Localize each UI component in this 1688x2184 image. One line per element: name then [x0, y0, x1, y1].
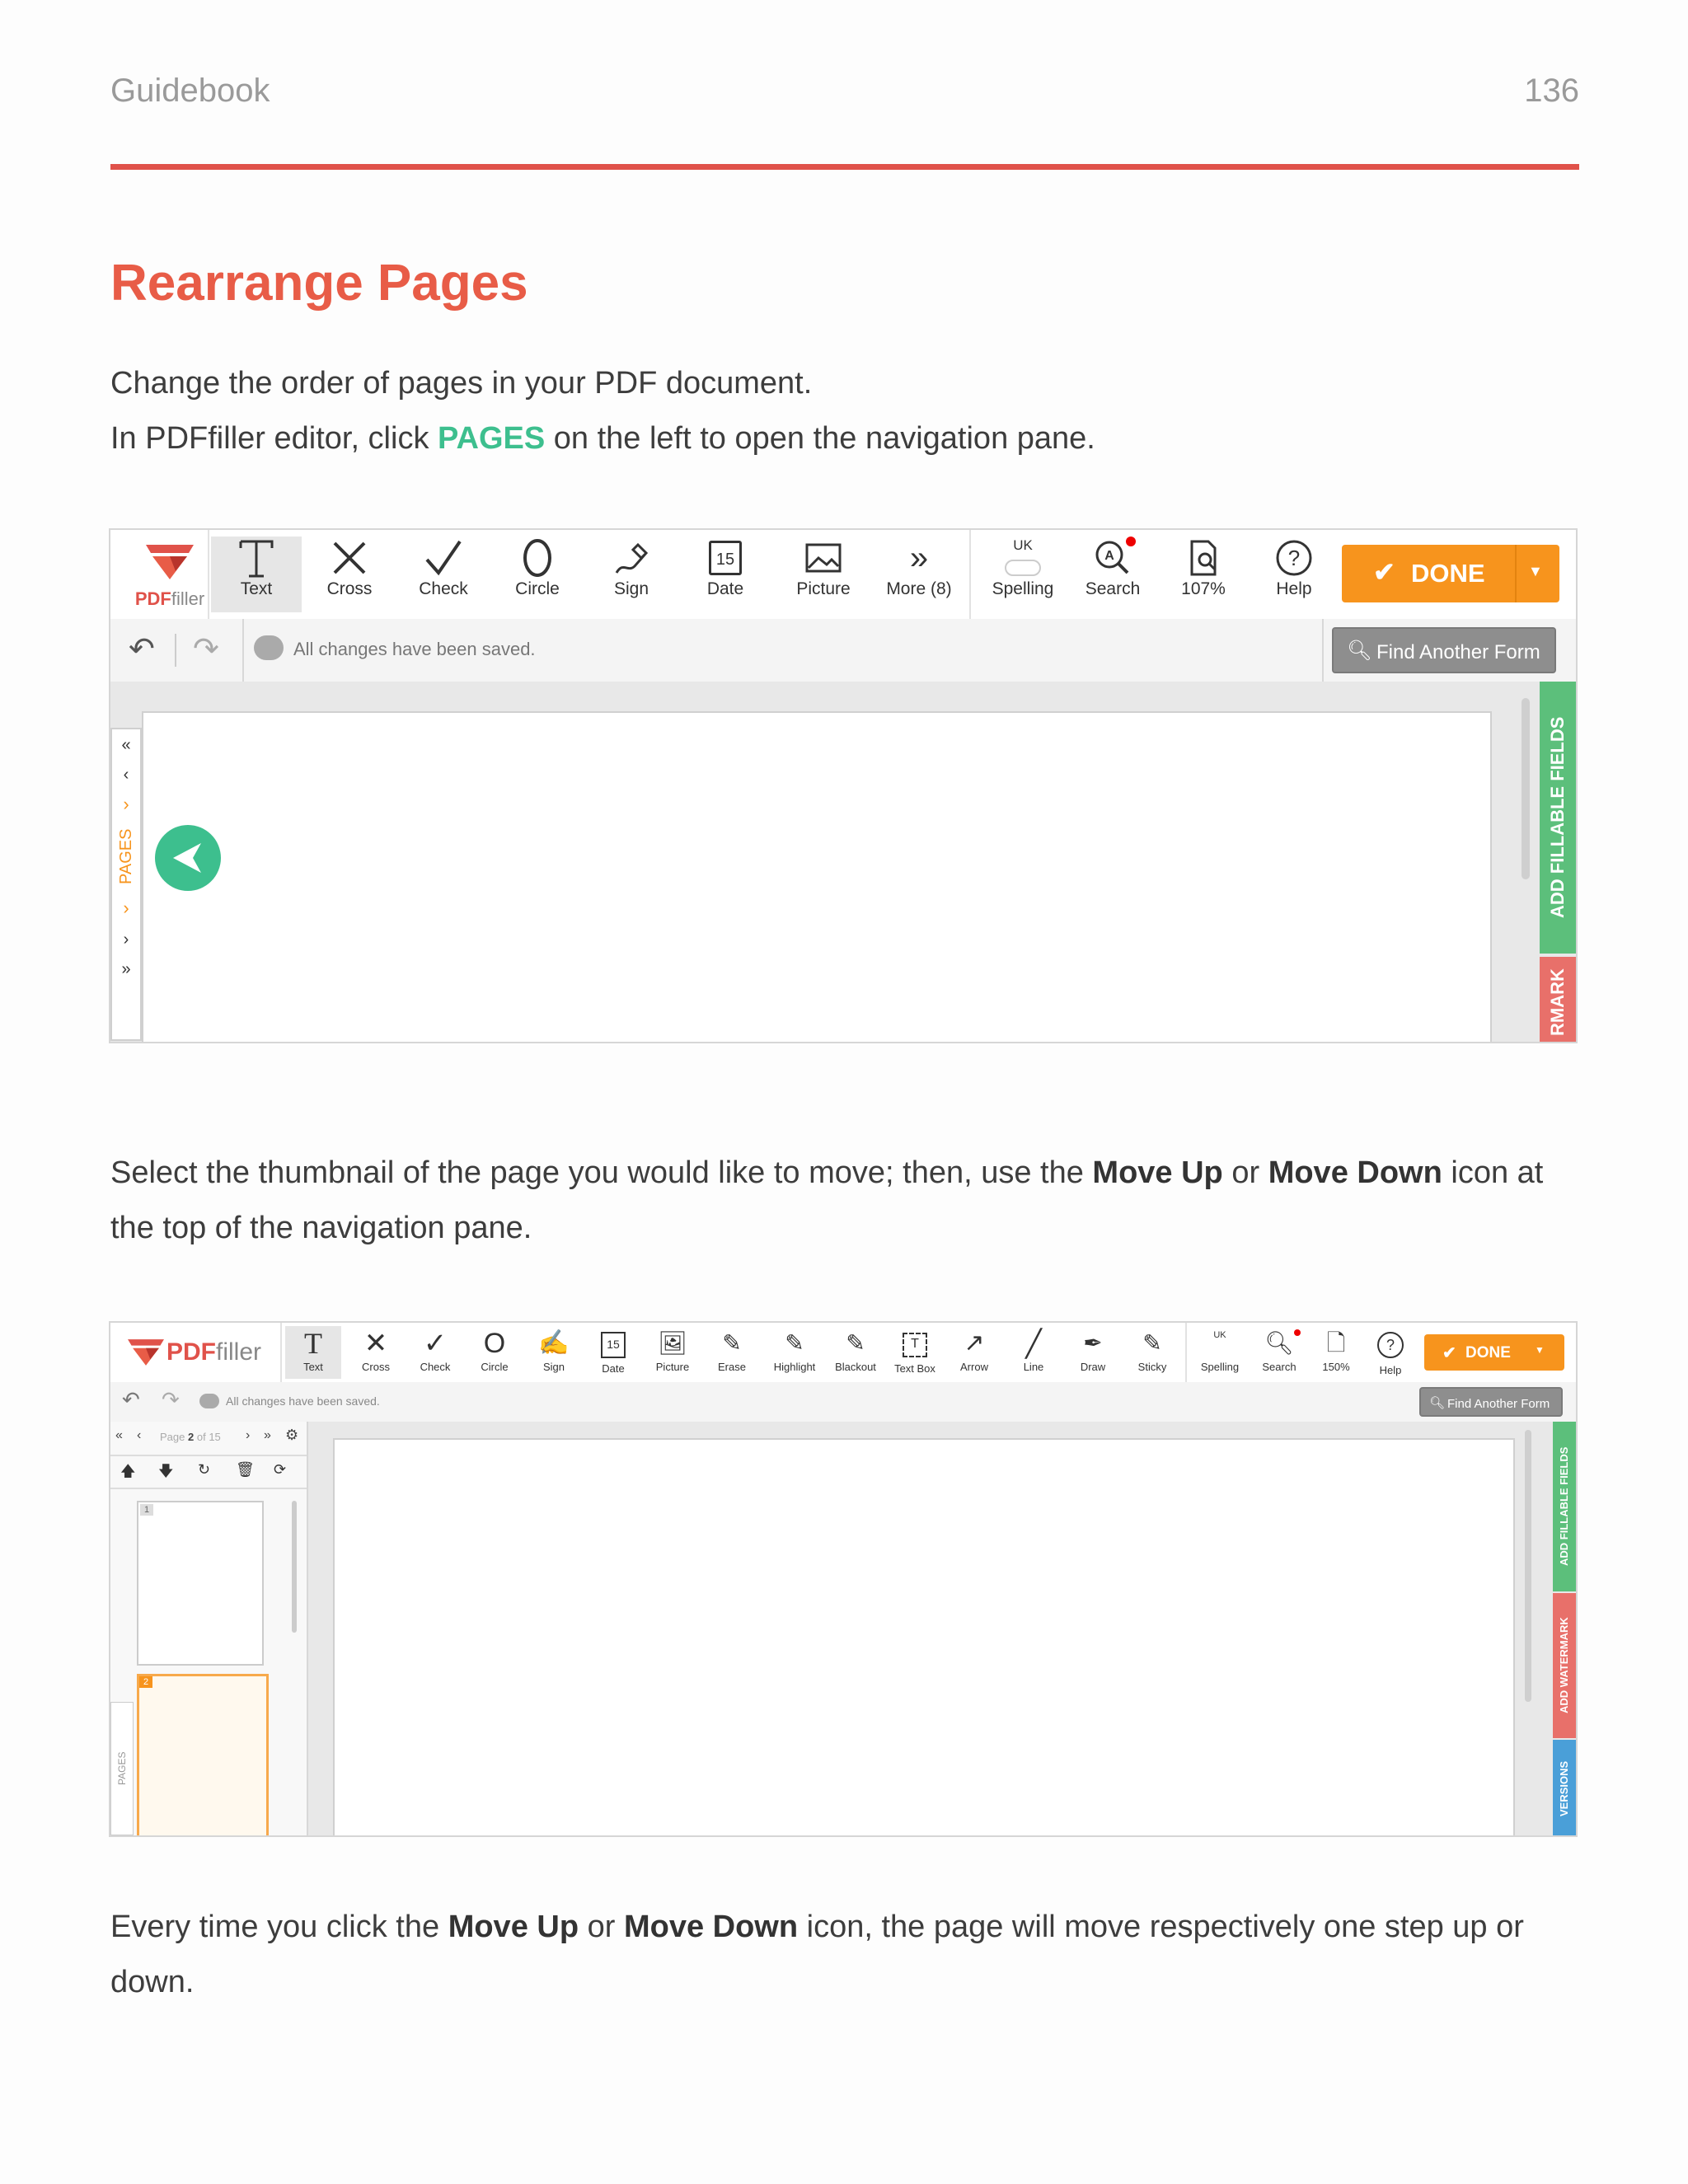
tool-label: Text: [303, 1361, 323, 1373]
save-status: All changes have been saved.: [293, 639, 536, 659]
more-tools-label: More (8): [886, 579, 952, 598]
text-icon: T: [304, 1327, 322, 1360]
chevron-down-icon[interactable]: ▼: [1535, 1344, 1545, 1356]
find-label: Find Another Form: [1376, 641, 1540, 663]
last-page-icon[interactable]: »: [121, 960, 131, 978]
move-down-icon[interactable]: 🡇: [158, 1463, 174, 1479]
move-up-icon[interactable]: 🡅: [120, 1463, 136, 1479]
calendar-icon: [601, 1332, 626, 1358]
pages-highlight: PAGES: [438, 421, 546, 456]
blackout-tool[interactable]: [826, 1326, 885, 1373]
last-page-icon[interactable]: »: [264, 1428, 271, 1442]
picture-tool[interactable]: [645, 1326, 701, 1373]
instruction-text-1: Select the thumbnail of the page you would like to move; then, use the: [110, 1155, 1093, 1190]
undo-icon[interactable]: ↶: [122, 1387, 140, 1412]
pen-icon: ✒: [1083, 1330, 1103, 1356]
tool-label: Search: [1262, 1361, 1296, 1373]
tool-label: Highlight: [773, 1361, 816, 1373]
move-up-term: Move Up: [448, 1910, 579, 1944]
line-icon: ╱: [1025, 1329, 1042, 1358]
action-bar: [110, 1382, 1576, 1423]
search-tool[interactable]: [1071, 537, 1154, 599]
cross-tool[interactable]: [308, 537, 391, 599]
spelling-label: Spelling: [992, 579, 1054, 598]
done-label: DONE: [1465, 1344, 1511, 1361]
scrollbar[interactable]: [1522, 698, 1530, 879]
document-canvas: [308, 1422, 1576, 1835]
thumbnail-scrollbar[interactable]: [292, 1501, 297, 1633]
search-icon: [1088, 537, 1137, 579]
versions-label: VERSIONS: [1558, 1760, 1570, 1816]
editor-screenshot-2: [109, 1321, 1578, 1837]
intro-line-1: Change the order of pages in your PDF document.: [110, 366, 813, 401]
search-label: Search: [1085, 579, 1141, 598]
redo-icon[interactable]: ↷: [162, 1387, 180, 1412]
more-tools[interactable]: [874, 537, 964, 599]
document-page: [333, 1438, 1515, 1837]
circle-tool-label: Circle: [515, 579, 560, 598]
add-watermark-tab[interactable]: [1553, 1593, 1576, 1738]
text-box-icon: T: [903, 1333, 927, 1357]
tool-label: Sign: [542, 1361, 565, 1373]
pages-tab-label: PAGES: [116, 1751, 128, 1786]
calendar-day: 15: [715, 551, 735, 569]
add-fillable-fields-label: ADD FILLABLE FIELDS: [1558, 1446, 1570, 1567]
intro-paragraph: [110, 356, 1586, 466]
pages-navigation-pane: [110, 1422, 308, 1837]
undo-icon[interactable]: ↶: [129, 632, 155, 667]
sign-tool[interactable]: [590, 537, 673, 599]
date-tool[interactable]: [684, 537, 767, 599]
line-tool[interactable]: [1004, 1326, 1063, 1373]
running-header-title: Guidebook: [110, 73, 270, 109]
check-icon: ✔: [1373, 557, 1395, 587]
pdffiller-logo[interactable]: [120, 541, 219, 610]
page-nav-row: [110, 1422, 307, 1456]
first-page-icon[interactable]: «: [115, 1428, 123, 1442]
check-icon: ✔: [1442, 1344, 1456, 1362]
cross-tool[interactable]: [348, 1326, 404, 1373]
action-bar: [110, 619, 1576, 683]
circle-tool[interactable]: [496, 537, 579, 599]
zoom-icon: [1182, 537, 1225, 579]
chevron-right-icon: ›: [123, 794, 129, 814]
svg-text:?: ?: [1287, 546, 1301, 570]
sticky-note-icon: ✎: [1142, 1330, 1162, 1356]
next-page-icon[interactable]: ›: [123, 930, 129, 949]
prev-page-icon[interactable]: ‹: [123, 766, 129, 784]
help-tool[interactable]: [1363, 1326, 1418, 1376]
done-label: DONE: [1411, 559, 1485, 588]
closing-text-2: or: [579, 1910, 624, 1944]
check-tool-label: Check: [419, 579, 468, 598]
move-up-term: Move Up: [1092, 1155, 1223, 1190]
thumbnail-number: 2: [139, 1676, 152, 1688]
search-icon: 🔍︎: [1429, 1396, 1446, 1410]
watermark-label: RMARK: [1547, 968, 1568, 1036]
spelling-language: UK: [1013, 537, 1033, 553]
highlighter-icon: ✎: [785, 1330, 804, 1356]
closing-text-3: icon, the page will move respectively one step up or down.: [110, 1910, 1524, 1999]
sign-tool-label: Sign: [613, 579, 649, 598]
add-fillable-fields-tab[interactable]: [1553, 1422, 1576, 1591]
toolbar: [110, 1323, 1576, 1384]
tool-label: Text Box: [894, 1362, 935, 1375]
intro-line-2: [110, 411, 1586, 466]
separator: [969, 530, 971, 619]
text-tool[interactable]: [285, 1326, 341, 1379]
logo-text-filler: filler: [216, 1338, 262, 1366]
separator: [280, 1323, 282, 1382]
arrow-left-icon: [155, 825, 221, 891]
check-icon: ✓: [423, 1328, 448, 1359]
text-box-tool[interactable]: [885, 1326, 945, 1375]
closing-text-1: Every time you click the: [110, 1910, 448, 1944]
editor-screenshot-1: [109, 528, 1578, 1043]
intro-line-2-start: In PDFfiller editor, click: [110, 421, 438, 456]
add-watermark-label: ADD WATERMARK: [1558, 1617, 1570, 1714]
chevron-right-icon: ›: [123, 898, 129, 918]
spelling-toggle[interactable]: [1190, 1326, 1250, 1373]
circle-tool[interactable]: [467, 1326, 523, 1373]
rotate-icon[interactable]: ↻: [198, 1461, 211, 1478]
tool-label: Picture: [655, 1361, 690, 1373]
section-title: Rearrange Pages: [110, 255, 528, 312]
separator: [1185, 1323, 1187, 1382]
sign-icon: [610, 537, 653, 579]
logo-text-filler: filler: [171, 588, 205, 609]
tool-label: Sticky: [1137, 1361, 1167, 1373]
tool-label: Arrow: [960, 1361, 988, 1373]
find-another-form-button[interactable]: [1332, 627, 1556, 673]
help-icon: ?: [1377, 1332, 1404, 1358]
save-status: All changes have been saved.: [226, 1394, 380, 1408]
tool-label: Blackout: [835, 1361, 876, 1373]
search-icon: 🔍︎: [1347, 640, 1372, 662]
zoom-icon: 🗋: [1326, 1330, 1346, 1356]
tool-label: Cross: [362, 1361, 390, 1373]
delete-icon[interactable]: 🗑: [236, 1461, 255, 1478]
document-page: [142, 711, 1492, 1043]
sign-tool[interactable]: [526, 1326, 582, 1373]
thumbnail-number: 1: [140, 1504, 153, 1516]
next-page-icon[interactable]: ›: [246, 1428, 251, 1442]
spelling-language: UK: [1213, 1330, 1226, 1340]
help-tool[interactable]: [1253, 537, 1335, 599]
tool-label: 150%: [1322, 1361, 1350, 1373]
page-actions-row: [110, 1456, 307, 1489]
text-tool[interactable]: [211, 537, 302, 612]
picture-icon: [802, 537, 845, 579]
comment-icon: [199, 1394, 219, 1408]
instruction-text-3: icon at the top of the navigation pane.: [110, 1155, 1544, 1245]
sticky-tool[interactable]: [1123, 1326, 1182, 1373]
move-down-term: Move Down: [1268, 1155, 1442, 1190]
page-prefix: Page: [160, 1431, 185, 1443]
picture-icon: 🖼︎: [658, 1330, 687, 1356]
separator: [208, 530, 209, 619]
pages-tab[interactable]: [110, 1702, 134, 1835]
pages-collapsed-strip[interactable]: [110, 728, 142, 1041]
picture-tool-label: Picture: [796, 579, 851, 598]
versions-tab[interactable]: [1553, 1740, 1576, 1837]
cross-tool-label: Cross: [326, 579, 373, 598]
help-label: Help: [1276, 579, 1312, 598]
document-canvas: [110, 682, 1576, 1042]
eraser-icon: ✎: [722, 1330, 742, 1356]
text-tool-label: Text: [240, 579, 273, 598]
header-rule: [110, 164, 1579, 170]
instruction-paragraph: [110, 1146, 1586, 1256]
comment-icon: [254, 635, 284, 660]
zoom-label: 107%: [1181, 579, 1226, 598]
double-chevron-right-icon: »: [909, 540, 929, 576]
watermark-tab[interactable]: [1540, 957, 1576, 1043]
toolbar: [110, 530, 1576, 621]
spelling-toggle-icon: [978, 537, 1068, 579]
text-icon: [237, 537, 275, 579]
tool-label: Date: [602, 1362, 625, 1375]
cross-icon: [328, 537, 371, 579]
page-number: 136: [1524, 73, 1579, 109]
tool-label: Draw: [1080, 1361, 1106, 1373]
logo-text-pdf: PDF: [166, 1338, 216, 1366]
move-down-term: Move Down: [623, 1910, 799, 1944]
pdffiller-logo-icon: [125, 1336, 166, 1369]
instruction-text-2: or: [1222, 1155, 1268, 1190]
arrow-icon: ↗: [964, 1329, 985, 1357]
intro-line-2-end: on the left to open the navigation pane.: [545, 421, 1095, 456]
circle-icon: [516, 537, 559, 579]
svg-text:A: A: [1104, 549, 1114, 563]
date-tool[interactable]: [585, 1326, 641, 1375]
page-total: of 15: [196, 1431, 221, 1443]
done-button[interactable]: [1424, 1334, 1564, 1371]
picture-tool[interactable]: [778, 537, 869, 599]
date-tool-label: Date: [706, 579, 744, 598]
spelling-toggle[interactable]: [978, 537, 1068, 599]
sign-icon: ✍: [538, 1329, 570, 1357]
tool-label: Help: [1379, 1364, 1402, 1376]
calendar-day: 15: [607, 1338, 620, 1351]
first-page-icon[interactable]: «: [121, 736, 131, 754]
help-icon: [1273, 537, 1315, 579]
page-thumbnail-1[interactable]: [137, 1501, 264, 1666]
page-indicator: [160, 1431, 221, 1443]
cross-icon: ✕: [363, 1328, 388, 1359]
pdffiller-logo-icon: [143, 541, 197, 583]
refresh-icon[interactable]: ⟳: [274, 1461, 287, 1478]
add-fillable-fields-tab[interactable]: [1540, 682, 1576, 954]
check-tool[interactable]: [402, 537, 485, 599]
scrollbar[interactable]: [1525, 1430, 1531, 1702]
draw-tool[interactable]: [1063, 1326, 1123, 1373]
done-button[interactable]: [1342, 545, 1559, 602]
gear-icon[interactable]: ⚙: [285, 1427, 299, 1443]
closing-paragraph: [110, 1900, 1586, 2010]
tool-label: Line: [1023, 1361, 1044, 1373]
check-tool[interactable]: [407, 1326, 463, 1373]
zoom-tool[interactable]: [1309, 1326, 1363, 1373]
find-label: Find Another Form: [1447, 1397, 1550, 1411]
logo-text-pdf: PDF: [134, 588, 171, 609]
find-another-form-button[interactable]: [1419, 1387, 1563, 1417]
open-pages-pointer: [155, 825, 221, 891]
redo-icon[interactable]: ↷: [193, 632, 219, 667]
tool-label: Circle: [481, 1361, 509, 1373]
pdffiller-logo[interactable]: [125, 1336, 261, 1369]
highlight-tool[interactable]: [763, 1326, 826, 1373]
current-page: 2: [188, 1431, 195, 1443]
pages-tab[interactable]: PAGES: [116, 828, 135, 884]
zoom-tool[interactable]: [1162, 537, 1245, 599]
arrow-tool[interactable]: [945, 1326, 1004, 1373]
blackout-icon: ✎: [846, 1330, 865, 1356]
tool-label: Spelling: [1200, 1361, 1240, 1373]
tool-label: Check: [420, 1361, 451, 1373]
check-icon: [422, 537, 465, 579]
search-tool[interactable]: [1250, 1326, 1309, 1373]
calendar-icon: [709, 541, 742, 575]
spelling-toggle-icon: [1190, 1326, 1250, 1361]
search-icon: 🔍︎: [1250, 1326, 1309, 1361]
prev-page-icon[interactable]: ‹: [137, 1428, 142, 1442]
tool-label: Erase: [718, 1361, 746, 1373]
page-thumbnail-2-selected[interactable]: [137, 1674, 269, 1837]
add-fillable-fields-label: ADD FILLABLE FIELDS: [1547, 716, 1568, 919]
chevron-down-icon[interactable]: ▼: [1528, 563, 1543, 579]
erase-tool[interactable]: [704, 1326, 760, 1373]
circle-icon: O: [483, 1328, 506, 1359]
